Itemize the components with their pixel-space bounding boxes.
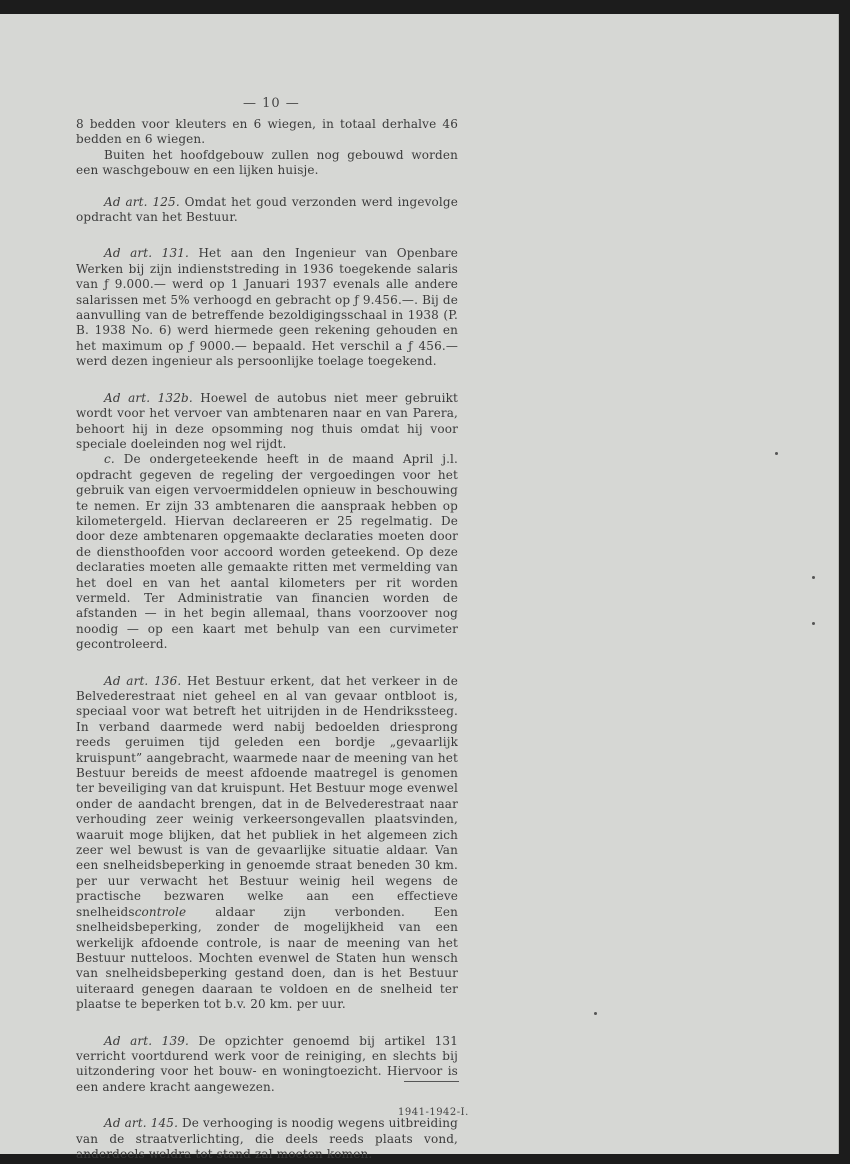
scan-speck	[594, 1012, 597, 1015]
section-art-136: Ad art. 136. Het Bestuur erkent, dat het verkeer in de Belvederestraat niet geheel en al van gevaar ontbloot is, speciaal voor wat betreft het uitrijden in de Hendrikssteeg. In verband daarmede werd nabij bedoelden driesprong reeds geruimen tijd geleden een bordje „gevaarlijk kruispunt” aangebracht, waarmede naar de meening van het Bestuur bereids de meest afdoende maatregel is genomen ter beveiliging van dat kruispunt. Het Bestuur moge evenwel onder de aandacht brengen, dat in de Belvederestraat naar verhouding zeer weinig verkeersongevallen plaatsvinden, waaruit moge blijken, dat het publiek in het algemeen zich zeer wel bewust is van de gevaarlijke situatie aldaar. Van een snelheidsbeperking in genoemde straat beneden 30 km. per uur verwacht het Bestuur weinig heil wegens de practische bezwaren welke aan een effectieve snelheidscontrole aldaar zijn verbonden. Een snelheidsbeperking, zonder de mogelijkheid van een werkelijk afdoende controle, is naar de meening van het Bestuur nutteloos. Mochten evenwel de Staten hun wensch van snelheidsbeperking gestand doen, dan is het Bestuur uiteraard genegen daaraan te voldoen en de snelheid ter plaatse te beperken tot b.v. 20 km. per uur.	[76, 673, 458, 1012]
scan-speck	[775, 452, 778, 455]
article-label: Ad art. 132b.	[104, 390, 193, 405]
paragraph-buildings: Buiten het hoofdgebouw zullen nog gebouwd worden een waschgebouw en een lijken huisje.	[76, 147, 458, 178]
scan-speck	[812, 622, 815, 625]
section-art-132c: c. De ondergeteekende heeft in de maand April j.l. opdracht gegeven de regeling der vergoedingen voor het gebruik van eigen vervoermiddelen opnieuw in beschouwing te nemen. Er zijn 33 ambtenaren die aanspraak hebben op kilometergeld. Hiervan declareeren er 25 regelmatig. De door deze ambtenaren opgemaakte declaraties moeten door de diensthoofden voor accoord worden geteekend. Op deze declaraties moeten alle gemaakte ritten met vermelding van het doel en van het aantal kilometers per rit worden vermeld. Ter Administratie van financien worden de afstanden — in het begin allemaal, thans voorzoover nog noodig — op een kaart met behulp van een curvimeter gecontroleerd.	[76, 452, 459, 652]
paragraph-beds: 8 bedden voor kleuters en 6 wiegen, in totaal derhalve 46 bedden en 6 wiegen.	[76, 117, 458, 147]
footer-session: 1941-1942-I.	[398, 1107, 469, 1118]
page-number: — 10 —	[243, 96, 300, 111]
article-label: Ad art. 125.	[104, 194, 180, 209]
closing-rule	[404, 1081, 459, 1082]
article-label: c.	[104, 452, 115, 467]
document-body	[76, 117, 458, 1162]
article-label: Ad art. 131.	[104, 246, 189, 261]
article-label: Ad art. 145.	[104, 1116, 179, 1131]
scan-speck	[812, 576, 815, 579]
section-art-125: Ad art. 125. Omdat het goud verzonden werd ingevolge opdracht van het Bestuur.	[76, 194, 459, 225]
article-label: Ad art. 136.	[104, 673, 182, 688]
section-art-145: Ad art. 145. De verhooging is noodig wegens uitbreiding van de straatverlichting, die deels reeds plaats vond, anderdeels weldra tot stand zal moeten komen.	[76, 1116, 458, 1161]
section-art-131: Ad art. 131. Het aan den Ingenieur van Openbare Werken bij zijn indienststreding in 1936 toegekende salaris van ƒ 9.000.— werd op 1 Januari 1937 evenals alle andere salarissen met 5% verhoogd en gebracht op ƒ 9.456.—. Bij de aanvulling van de betreffende bezoldigingsschaal in 1938 (P. B. 1938 No. 6) werd hiermede geen rekening gehouden en het maximum op ƒ 9000.— bepaald. Het verschil a ƒ 456.— werd dezen ingenieur als persoonlijke toelage toegekend.	[76, 246, 459, 369]
document-page	[0, 14, 839, 1161]
section-art-139: Ad art. 139. De opzichter genoemd bij artikel 131 verricht voortdurend werk voor de reiniging, en slechts bij uitzondering voor het bouw- en woningtoezicht. Hiervoor is een andere kracht aangewezen.	[76, 1033, 458, 1094]
article-label: Ad art. 139.	[104, 1033, 189, 1048]
section-art-132b: Ad art. 132b. Hoewel de autobus niet meer gebruikt wordt voor het vervoer van ambtenaren naar en van Parera, behoort hij in deze opsomming nog thuis omdat hij voor speciale doeleinden nog wel rijdt.	[76, 390, 458, 451]
